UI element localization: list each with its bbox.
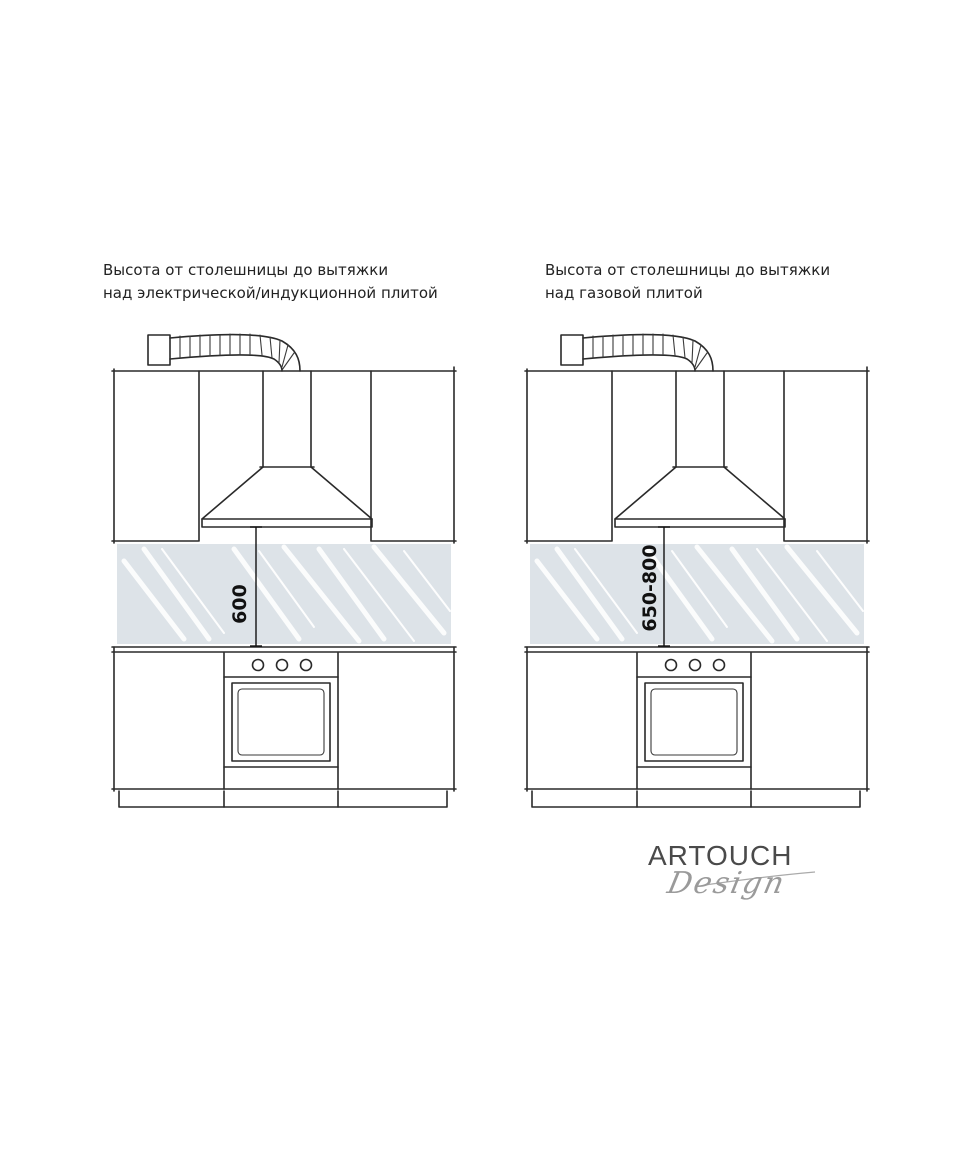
kitchen-gas xyxy=(525,334,869,807)
dimension-label-650-800: 650-800 xyxy=(639,544,661,632)
kitchen-electric xyxy=(112,334,456,807)
dimension-label-600: 600 xyxy=(229,584,251,624)
caption-line-2: над газовой плитой xyxy=(545,284,703,302)
caption-line-1: Высота от столешницы до вытяжки xyxy=(545,261,831,279)
brand-signature: Design xyxy=(664,866,790,901)
brand-logo: ARTOUCH xyxy=(648,840,793,871)
caption-line-1: Высота от столешницы до вытяжки xyxy=(103,261,389,279)
caption-line-2: над электрической/индукционной плитой xyxy=(103,284,438,302)
